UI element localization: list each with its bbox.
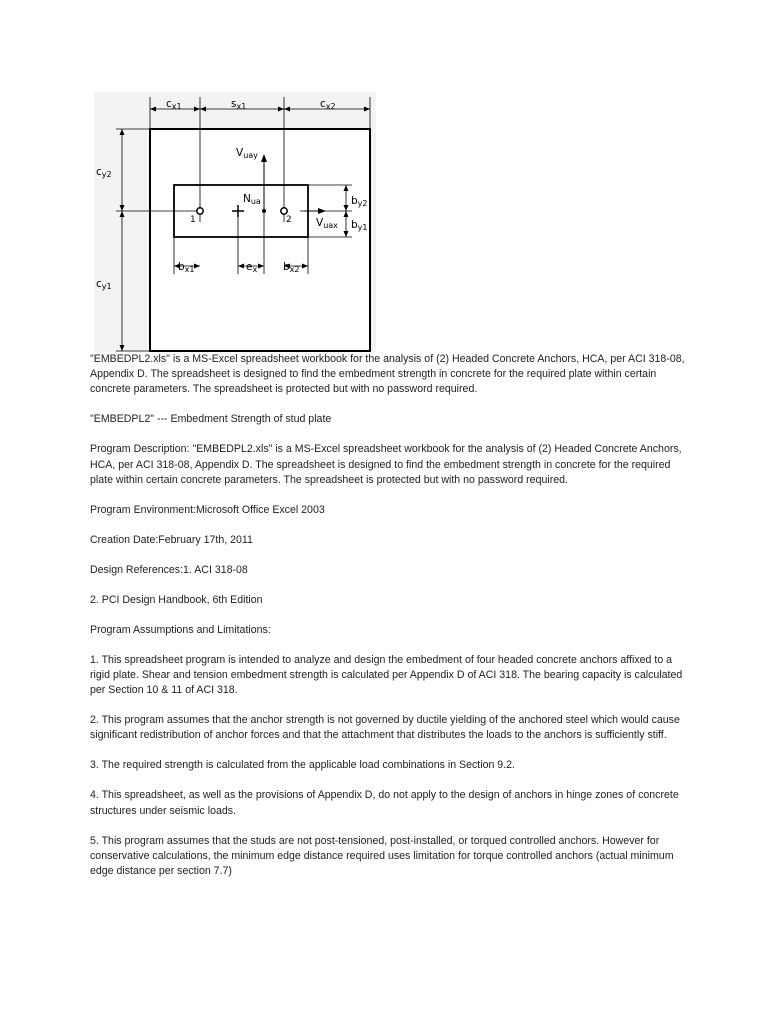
- label-vuax: Vuax: [316, 217, 338, 230]
- label-cx1: cx1: [166, 98, 182, 111]
- concrete-outline: [150, 129, 370, 351]
- program-description: Program Description: "EMBEDPL2.xls" is a MS-Excel spreadsheet workbook for the analysis of (2) Headed Concrete Anchors, HCA, per ACI 318-08, Appendix D. The spreadsheet is designed to find the embedment strength in concrete for the required plate within certain concrete parameters. The spreadsheet is protected but with no password required.: [90, 443, 682, 486]
- program-environment: Program Environment:Microsoft Office Excel 2003: [90, 503, 325, 516]
- label-bx2: bx2: [283, 261, 300, 274]
- label-sx1: sx1: [231, 98, 247, 111]
- label-cy2: cy2: [96, 166, 112, 179]
- diagram-svg: [94, 92, 376, 352]
- design-reference-2: 2. PCI Design Handbook, 6th Edition: [90, 593, 263, 606]
- label-by1: by1: [351, 219, 368, 232]
- label-bx1: bx1: [178, 261, 195, 274]
- label-by2: by2: [351, 195, 368, 208]
- label-anchor-1: 1: [190, 215, 196, 225]
- label-ex: ex: [246, 261, 258, 274]
- assumption-3: 3. The required strength is calculated from the applicable load combinations in Section 9.2.: [90, 759, 515, 772]
- document-body: [90, 352, 690, 894]
- program-title: "EMBEDPL2" --- Embedment Strength of stud plate: [90, 413, 332, 426]
- intro-paragraph: "EMBEDPL2.xls" is a MS-Excel spreadsheet workbook for the analysis of (2) Headed Concrete Anchors, HCA, per ACI 318-08, Appendix D. The spreadsheet is designed to find the embedment strength in concrete for the required plate within certain concrete parameters. The spreadsheet is protected but with no password required.: [90, 353, 685, 396]
- label-cy1: cy1: [96, 278, 112, 291]
- label-nua: Nua: [243, 193, 261, 206]
- creation-date: Creation Date:February 17th, 2011: [90, 533, 253, 546]
- anchor-plate-diagram: [94, 92, 376, 352]
- assumption-4: 4. This spreadsheet, as well as the provisions of Appendix D, do not apply to the design of anchors in hinge zones of concrete structures under seismic loads.: [90, 789, 679, 817]
- label-vuay: Vuay: [236, 147, 258, 160]
- label-cx2: cx2: [320, 98, 336, 111]
- anchor-1-marker: [197, 208, 203, 214]
- anchor-2-marker: [281, 208, 287, 214]
- design-reference-1: Design References:1. ACI 318-08: [90, 563, 248, 576]
- assumption-1: 1. This spreadsheet program is intended to analyze and design the embedment of four headed concrete anchors affixed to a rigid plate. Shear and tension embedment strength is calculated per Appendix D of ACI 318. The bearing capacity is calculated per Section 10 & 11 of ACI 318.: [90, 653, 683, 697]
- assumption-2: 2. This program assumes that the anchor strength is not governed by ductile yielding of the anchored steel which would cause significant redistribution of anchor forces and that the attachment that distributes the loads to the anchors is sufficiently stiff.: [90, 714, 680, 742]
- label-anchor-2: 2: [286, 215, 292, 225]
- assumptions-heading: Program Assumptions and Limitations:: [90, 623, 271, 636]
- assumption-5: 5. This program assumes that the studs are not post-tensioned, post-installed, or torqued controlled anchors. However for conservative calculations, the minimum edge distance required uses limitation for torque controlled anchors (actual minimum edge distance per section 7.7): [90, 834, 674, 878]
